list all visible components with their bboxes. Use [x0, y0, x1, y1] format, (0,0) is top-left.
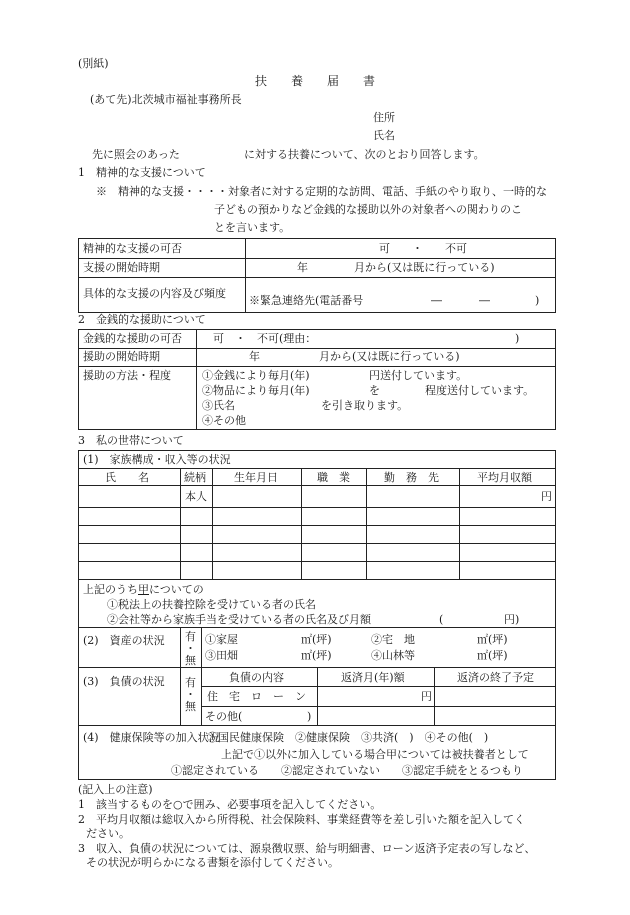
- family-subheading: (1) 家族構成・収入等の状況: [83, 453, 231, 466]
- section-1-table: [78, 238, 556, 313]
- family-allowance-open: (: [439, 613, 444, 626]
- assets-dot: ・: [185, 642, 196, 655]
- note-2-line-1: 2 平均月収額は総収入から所得税、社会保険料、事業経費等を差し引いた額を記入してく: [78, 813, 525, 826]
- notes-heading: (記入上の注意): [78, 783, 153, 796]
- row-self-relation: 本人: [185, 490, 207, 503]
- debt-column-end: 返済の終了予定: [457, 671, 534, 684]
- column-income: 平均月収額: [477, 471, 532, 484]
- note-2-line-2: ださい。: [86, 827, 130, 840]
- asset-house: ①家屋: [205, 633, 238, 646]
- family-allowance-close: 円): [504, 613, 520, 626]
- aid-method-other: ④その他: [202, 414, 246, 427]
- aid-possibility-label: 金銭的な援助の可否: [83, 332, 182, 345]
- emergency-contact-close: ): [535, 294, 540, 307]
- note-3-line-1: 3 収入、負債の状況については、源泉徴収票、給与明細書、ローン返済予定表の写しなど、: [78, 842, 536, 855]
- column-birthdate: 生年月日: [234, 471, 278, 484]
- aid-method-goods-mid: を: [369, 384, 380, 397]
- column-name: 氏 名: [105, 471, 149, 484]
- assets-subheading: (2) 資産の状況: [83, 634, 165, 647]
- aid-start-label: 援助の開始時期: [83, 350, 160, 363]
- aid-reason-close: ): [515, 332, 520, 345]
- section-1-heading: 1 精神的な支援について: [78, 166, 206, 179]
- debts-dot: ・: [185, 688, 196, 701]
- aid-method-goods-tail: 程度送付しています。: [425, 384, 535, 397]
- support-start-label: 支援の開始時期: [83, 261, 160, 274]
- section-3-heading: 3 私の世帯について: [78, 434, 184, 447]
- aid-method-money-tail: 円送付しています。: [369, 369, 468, 382]
- assets-no: 無: [185, 654, 196, 667]
- section-3-table: [78, 450, 556, 780]
- emergency-contact-label: ※緊急連絡先(電話番号: [249, 294, 364, 307]
- column-occupation: 職 業: [317, 471, 350, 484]
- assets-yes: 有: [185, 630, 196, 643]
- debt-other: その他(: [205, 710, 243, 723]
- emergency-contact-dash-1: ―: [431, 294, 442, 307]
- emergency-contact-dash-2: ―: [479, 294, 490, 307]
- aid-start-value: 月から(又は既に行っている): [319, 350, 460, 363]
- aid-method-label: 援助の方法・程度: [83, 369, 171, 382]
- aid-method-money: ①金銭により毎月(年): [202, 369, 310, 382]
- aid-method-goods: ②物品により毎月(年): [202, 384, 310, 397]
- addressee: (あて先)北茨城市福祉事務所長: [90, 93, 242, 106]
- row-self-income-unit: 円: [541, 490, 552, 503]
- name-label: 氏名: [373, 129, 395, 142]
- column-relation: 続柄: [184, 471, 206, 484]
- asset-land: ②宅 地: [371, 633, 415, 646]
- section-1-note-line-2: 子どもの預かりなど金銭的な援助以外の対象者への関わりのこ: [214, 203, 522, 216]
- debt-housing-loan-unit: 円: [421, 690, 432, 703]
- support-possibility-value: 可 ・ 不可: [379, 242, 467, 255]
- dependent-info-line-1: 上記のうち甲についての: [83, 583, 204, 596]
- aid-start-year: 年: [249, 350, 260, 363]
- insurance-options: ①国民健康保険 ②健康保険 ③共済( ) ④その他( ): [207, 731, 489, 744]
- family-allowance-line: ②会社等から家族手当を受けている者の氏名及び月額: [107, 613, 371, 626]
- column-workplace: 勤 務 先: [384, 471, 439, 484]
- address-label: 住所: [373, 111, 395, 124]
- section-1-note-line-1: ※ 精神的な支援・・・・対象者に対する定期的な訪問、電話、手紙のやり取り、一時的な: [96, 185, 547, 198]
- annex-label: (別紙): [78, 57, 109, 70]
- debt-column-content: 負債の内容: [229, 671, 284, 684]
- aid-method-custody: ③氏名: [202, 399, 235, 412]
- section-1-note-line-3: とを言います。: [214, 221, 291, 234]
- aid-method-custody-tail: を引き取ります。: [321, 399, 409, 412]
- support-possibility-label: 精神的な支援の可否: [83, 242, 182, 255]
- support-detail-label: 具体的な支援の内容及び頻度: [83, 287, 226, 300]
- section-2-table: [78, 329, 556, 430]
- intro-text-a: 先に照会のあった: [92, 148, 180, 161]
- insurance-choices: ①認定されている ②認定されていない ③認定手続をとるつもり: [171, 764, 523, 777]
- debts-no: 無: [185, 700, 196, 713]
- support-start-value: 月から(又は既に行っている): [354, 261, 495, 274]
- support-start-year: 年: [297, 261, 308, 274]
- asset-forest-unit: ㎡(坪): [477, 649, 508, 662]
- section-2-heading: 2 金銭的な援助について: [78, 313, 206, 326]
- page-title: 扶 養 届 書: [255, 74, 376, 88]
- asset-field: ③田畑: [205, 649, 238, 662]
- intro-text-b: に対する扶養について、次のとおり回答します。: [244, 148, 485, 161]
- debts-yes: 有: [185, 676, 196, 689]
- aid-possibility-value: 可 ・ 不可(理由：: [213, 332, 317, 345]
- note-3-line-2: その状況が明らかになる書類を添付してください。: [86, 856, 339, 869]
- asset-land-unit: ㎡(坪): [477, 633, 508, 646]
- note-1: 1 該当するものを○で囲み、必要事項を記入してください。: [78, 798, 382, 811]
- asset-forest: ④山林等: [371, 649, 415, 662]
- debt-housing-loan: 住 宅 ロ ー ン: [207, 690, 306, 703]
- asset-house-unit: ㎡(坪): [301, 633, 332, 646]
- debts-subheading: (3) 負債の状況: [83, 675, 165, 688]
- debt-other-close: ): [307, 710, 312, 723]
- tax-deduction-line: ①税法上の扶養控除を受けている者の氏名: [107, 598, 316, 611]
- debt-column-amount: 返済月(年)額: [341, 671, 405, 684]
- insurance-subheading: (4) 健康保険等の加入状況: [83, 731, 220, 744]
- insurance-note: 上記で①以外に加入している場合甲については被扶養者として: [221, 748, 529, 761]
- asset-field-unit: ㎡(坪): [301, 649, 332, 662]
